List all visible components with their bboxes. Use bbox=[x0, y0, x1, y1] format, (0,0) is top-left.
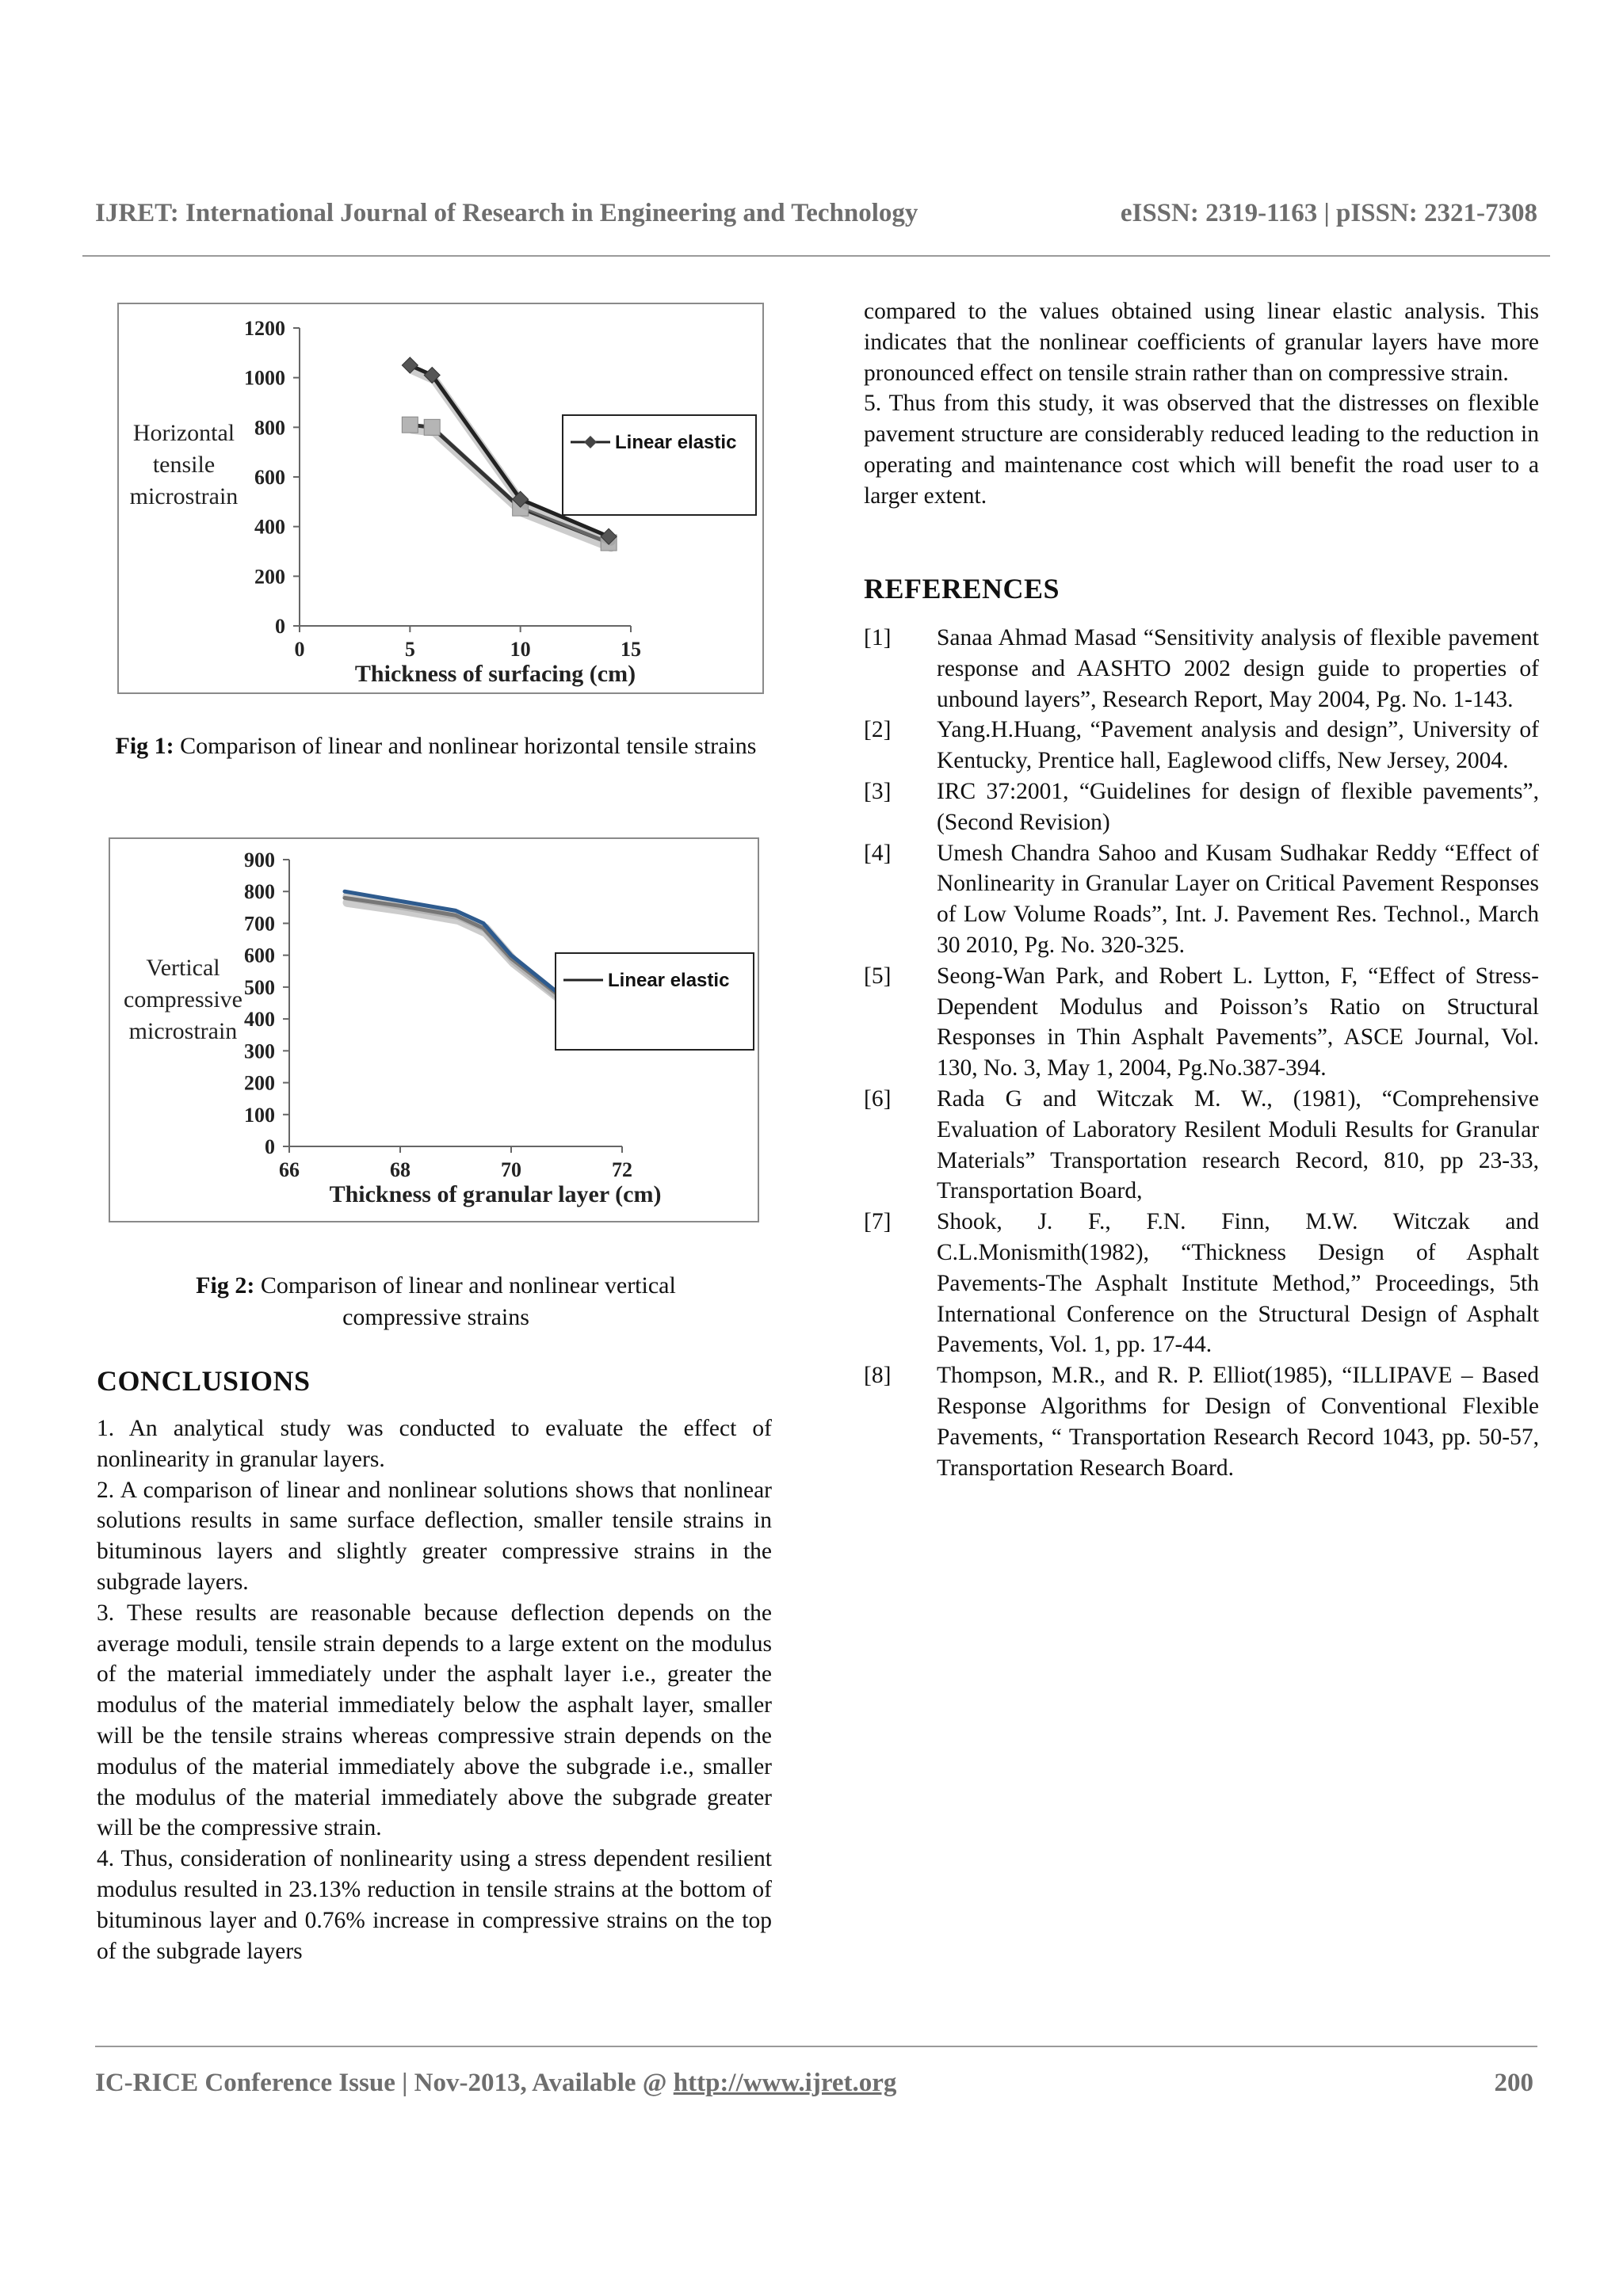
x-tick-label: 10 bbox=[510, 638, 531, 661]
reference-item bbox=[864, 961, 1539, 1084]
reference-item bbox=[864, 715, 1539, 776]
figure-2-caption-text: Comparison of linear and nonlinear vertical compressive strains bbox=[260, 1272, 676, 1330]
y-axis-label-line: microstrain bbox=[128, 1018, 238, 1044]
issn-info: eISSN: 2319-1163 | pISSN: 2321-7308 bbox=[1120, 198, 1537, 227]
y-axis-label-line: tensile bbox=[152, 452, 216, 478]
data-point bbox=[402, 417, 418, 433]
footer-divider bbox=[95, 2046, 1537, 2047]
x-axis-title: Thickness of granular layer (cm) bbox=[329, 1181, 662, 1207]
y-tick-label: 1000 bbox=[244, 366, 285, 390]
y-tick-label: 0 bbox=[275, 615, 285, 638]
conclusion-continuation: compared to the values obtained using linear elastic analysis. This indicates that the nonlinear coefficients of granular layers have more pronounced effect on tensile strain rather than on compressive strain. bbox=[864, 299, 1539, 386]
reference-number: [1] bbox=[864, 625, 892, 650]
right-column-text bbox=[864, 296, 1539, 512]
reference-item bbox=[864, 838, 1539, 961]
footer-left bbox=[95, 2069, 896, 2098]
figure-2-svg bbox=[110, 839, 758, 1221]
legend-label: Linear elastic bbox=[615, 432, 737, 453]
reference-number: [2] bbox=[864, 717, 892, 743]
y-tick-label: 700 bbox=[244, 912, 275, 936]
reference-item bbox=[864, 1207, 1539, 1360]
y-axis-label-line: microstrain bbox=[129, 483, 239, 509]
running-footer bbox=[95, 2063, 1533, 2103]
legend-box bbox=[563, 415, 756, 515]
reference-text: IRC 37:2001, “Guidelines for design of flexible pavements”, (Second Revision) bbox=[937, 778, 1539, 835]
y-axis-label-line: Vertical bbox=[146, 955, 220, 981]
references-list bbox=[864, 623, 1539, 1483]
figure-1-svg bbox=[119, 304, 762, 692]
reference-text: Umesh Chandra Sahoo and Kusam Sudhakar Reddy “Effect of Nonlinearity in Granular Layer on Critical Pavement Responses of Low Volume Roads”, Int. J. Pavement Res. Technol., March 30 2010, Pg. No. 320-325. bbox=[937, 840, 1539, 958]
y-tick-label: 200 bbox=[254, 565, 285, 589]
header-divider bbox=[82, 255, 1550, 257]
y-tick-label: 300 bbox=[244, 1039, 275, 1063]
reference-number: [4] bbox=[864, 840, 892, 866]
figure-2-caption-label: Fig 2: bbox=[196, 1272, 255, 1299]
journal-link[interactable]: http://www.ijret.org bbox=[673, 2068, 897, 2097]
reference-text: Rada G and Witczak M. W., (1981), “Comprehensive Evaluation of Laboratory Resilent Moduli Results for Granular Materials” Transportation research Record, 810, pp 23-33, Transportation Board, bbox=[937, 1085, 1539, 1204]
conclusions-body bbox=[97, 1413, 772, 1966]
reference-text: Thompson, M.R., and R. P. Elliot(1985), “ILLIPAVE – Based Response Algorithms for Design of Conventional Flexible Pavements, “ Transportation Research Record 1043, pp. 50-57, Transportation Research Board. bbox=[937, 1363, 1539, 1481]
x-tick-label: 72 bbox=[612, 1158, 632, 1181]
figure-1-caption-label: Fig 1: bbox=[115, 733, 174, 759]
conference-info: IC-RICE Conference Issue | Nov-2013, Available @ bbox=[95, 2068, 667, 2097]
x-tick-label: 0 bbox=[294, 638, 305, 661]
reference-number: [8] bbox=[864, 1363, 892, 1389]
y-tick-label: 600 bbox=[254, 466, 285, 489]
reference-item bbox=[864, 1084, 1539, 1207]
y-axis-label-line: Horizontal bbox=[132, 420, 235, 446]
reference-text: Yang.H.Huang, “Pavement analysis and design”, University of Kentucky, Prentice hall, Eaglewood cliffs, New Jersey, 2004. bbox=[937, 717, 1539, 774]
figure-1-caption bbox=[103, 730, 769, 762]
legend-box bbox=[556, 953, 754, 1050]
y-axis-label-line: compressive bbox=[124, 986, 242, 1013]
conclusion-item-1: 1. An analytical study was conducted to evaluate the effect of nonlinearity in granular layers. bbox=[97, 1416, 772, 1472]
figure-2-chart bbox=[109, 837, 759, 1222]
y-tick-label: 500 bbox=[244, 975, 275, 999]
y-tick-label: 100 bbox=[244, 1103, 275, 1127]
figure-1-caption-text: Comparison of linear and nonlinear horizontal tensile strains bbox=[180, 733, 757, 759]
reference-number: [3] bbox=[864, 778, 892, 804]
conclusion-item-5: 5. Thus from this study, it was observed that the distresses on flexible pavement structure are considerably reduced leading to the reduction in operating and maintenance cost which will benefit the road user to a larger extent. bbox=[864, 391, 1539, 509]
reference-text: Sanaa Ahmad Masad “Sensitivity analysis of flexible pavement response and AASHTO 2002 design guide to properties of unbound layers”, Research Report, May 2004, Pg. No. 1-143. bbox=[937, 625, 1539, 712]
journal-name: IJRET: International Journal of Research in Engineering and Technology bbox=[95, 198, 918, 227]
y-tick-label: 1200 bbox=[244, 317, 285, 340]
legend-label: Linear elastic bbox=[608, 970, 730, 991]
figure-1-chart bbox=[117, 303, 764, 694]
reference-item bbox=[864, 776, 1539, 838]
y-tick-label: 200 bbox=[244, 1071, 275, 1095]
reference-number: [6] bbox=[864, 1085, 892, 1112]
data-point bbox=[424, 419, 440, 435]
y-tick-label: 800 bbox=[254, 416, 285, 440]
conclusions-heading: CONCLUSIONS bbox=[97, 1365, 311, 1397]
reference-item bbox=[864, 1360, 1539, 1483]
reference-text: Seong-Wan Park, and Robert L. Lytton, F, “Effect of Stress-Dependent Modulus and Poisson’s Ratio on Structural Responses in Thin Asphalt Pavements”, ASCE Journal, Vol. 130, No. 3, May 1, 2004, Pg.No.387-394. bbox=[937, 963, 1539, 1081]
y-tick-label: 900 bbox=[244, 849, 275, 871]
conclusion-item-4: 4. Thus, consideration of nonlinearity using a stress dependent resilient modulus resulted in 23.13% reduction in tensile strains at the bottom of bituminous layer and 0.76% increase in compressive strains on the top of the subgrade layers bbox=[97, 1846, 772, 1964]
conclusion-item-2: 2. A comparison of linear and nonlinear solutions shows that nonlinear solutions results in same surface deflection, smaller tensile strains in bituminous layers and slightly greater compressive strains in the subgrade layers. bbox=[97, 1477, 772, 1595]
y-tick-label: 400 bbox=[244, 1008, 275, 1032]
x-tick-label: 5 bbox=[404, 638, 415, 661]
x-tick-label: 66 bbox=[279, 1158, 300, 1181]
reference-item bbox=[864, 623, 1539, 715]
page-number: 200 bbox=[1494, 2068, 1533, 2097]
conclusion-item-3: 3. These results are reasonable because deflection depends on the average moduli, tensile strain depends to a large extent on the modulus of the material immediately under the asphalt layer i.e., greater the modulus of the material immediately below the asphalt layer, smaller will be the tensile strains whereas compressive strain depends on the modulus of the material immediately above the subgrade i.e., smaller the modulus of the material immediately above the subgrade greater will be the compressive strain. bbox=[97, 1600, 772, 1841]
x-tick-label: 70 bbox=[501, 1158, 521, 1181]
y-tick-label: 400 bbox=[254, 515, 285, 539]
y-tick-label: 0 bbox=[265, 1135, 275, 1158]
reference-text: Shook, J. F., F.N. Finn, M.W. Witczak and C.L.Monismith(1982), “Thickness Design of Asphalt Pavements-The Asphalt Institute Method,” Proceedings, 5th International Conference on the Structural Design of Asphalt Pavements, Vol. 1, pp. 17-44. bbox=[937, 1209, 1539, 1358]
running-header bbox=[95, 193, 1537, 233]
x-tick-label: 15 bbox=[621, 638, 641, 661]
figure-2-caption bbox=[158, 1270, 713, 1333]
references-heading: REFERENCES bbox=[864, 573, 1060, 605]
reference-number: [5] bbox=[864, 963, 892, 989]
x-tick-label: 68 bbox=[390, 1158, 411, 1181]
reference-number: [7] bbox=[864, 1209, 892, 1235]
x-axis-title: Thickness of surfacing (cm) bbox=[354, 661, 636, 687]
y-tick-label: 600 bbox=[244, 944, 275, 967]
y-tick-label: 800 bbox=[244, 880, 275, 904]
